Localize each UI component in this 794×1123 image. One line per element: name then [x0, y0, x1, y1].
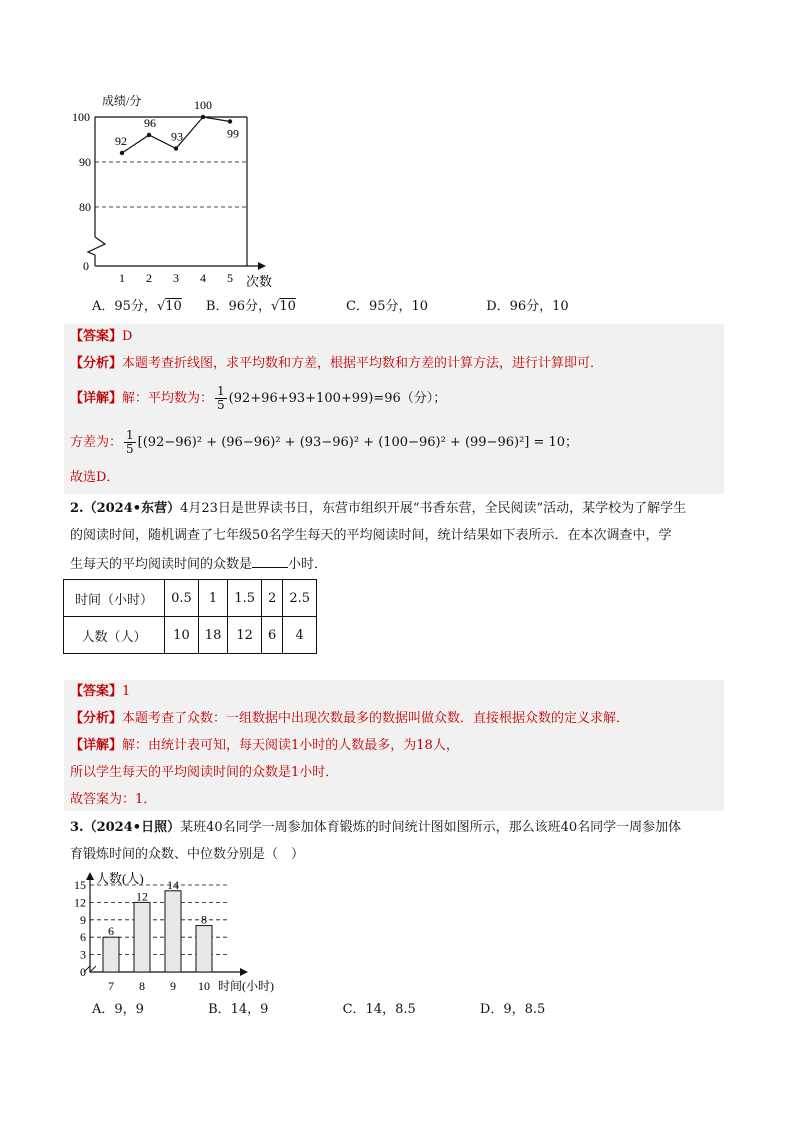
- q3-x-tick: 7: [108, 979, 114, 993]
- q1-analysis: 【分析】本题考查折线图，求平均数和方差，根据平均数和方差的计算方法，进行计算即可．: [70, 356, 604, 371]
- q1-option-a[interactable]: A．95分，√10: [92, 299, 182, 314]
- q1-detail: 【详解】解：平均数为： $\frac{1}{5}$ (92+96+93+100+99)=96（分）；: [70, 384, 447, 412]
- q3-data-label: 14: [167, 877, 179, 892]
- q1-y-tick: 0: [83, 259, 89, 273]
- q3-y-tick: 9: [80, 912, 86, 927]
- q1-x-tick: 1: [119, 271, 125, 285]
- q2-stem-line2: 的阅读时间，随机调查了七年级50名学生每天的平均阅读时间，统计结果如下表所示．在本次调查中，学: [70, 528, 672, 543]
- table-cell: 0.5: [165, 580, 199, 617]
- q3-option-a[interactable]: A．9，9: [92, 1002, 144, 1017]
- q1-data-point: [174, 146, 178, 150]
- table-cell: 12: [228, 617, 262, 654]
- q2-answer-blank[interactable]: [252, 553, 288, 568]
- q2-analysis: 【分析】本题考查了众数：一组数据中出现次数最多的数据叫做众数．直接根据众数的定义求解．: [70, 711, 630, 726]
- q1-option-c[interactable]: C．95分，10: [346, 299, 429, 314]
- q2-stem-line1: 2.（2024•东营）4月23日是世界读书日，东营市组织开展“书香东营，全民阅读”活动，某学校为了解学生: [70, 501, 687, 516]
- q2-detail-line2: 所以学生每天的平均阅读时间的众数是1小时．: [70, 765, 339, 780]
- q3-y-axis-arrow: [86, 872, 94, 880]
- q1-variance: 方差为： $\frac{1}{5}$ [(92−96)² + (96−96)² + (93−96)² + (100−96)² + (99−96)²] = 10；: [70, 428, 579, 456]
- q3-bar: [134, 902, 150, 972]
- q3-y-tick: 6: [80, 930, 86, 945]
- q3-y-tick: 3: [80, 947, 86, 962]
- table-cell: 2.5: [283, 580, 317, 617]
- q3-x-tick: 9: [170, 979, 176, 993]
- q1-x-tick: 3: [173, 271, 179, 285]
- q1-answer: 【答案】D: [70, 329, 133, 344]
- q1-options: [92, 297, 569, 317]
- q1-data-point: [201, 115, 205, 119]
- q1-line-chart: [70, 92, 290, 292]
- q1-axis-break: [88, 237, 105, 266]
- q1-data-label: 100: [194, 98, 212, 112]
- q3-bar-chart: [70, 866, 310, 996]
- q3-stem-line1: 3.（2024•日照）某班40名同学一周参加体育锻炼的时间统计图如图所示，那么该班40名同学一周参加体: [70, 820, 682, 835]
- q1-data-label: 99: [227, 126, 239, 141]
- q2-conclusion: 故答案为：1．: [70, 792, 157, 807]
- q1-y-axis-label: 成绩/分: [102, 94, 142, 108]
- q1-data-point: [147, 133, 151, 137]
- q1-data-label: 93: [171, 129, 183, 144]
- q3-stem-line2: 育锻炼时间的众数、中位数分别是（ ）: [70, 847, 305, 862]
- q1-option-d[interactable]: D．96分，10: [486, 299, 569, 314]
- q1-x-axis-arrow: [258, 262, 266, 270]
- q1-data-point: [228, 119, 232, 123]
- q3-bar: [165, 891, 181, 972]
- q1-x-tick: 5: [227, 271, 233, 285]
- q1-x-axis-label: 次数: [246, 274, 273, 289]
- q3-option-b[interactable]: B．14，9: [208, 1002, 269, 1017]
- table-cell: 1.5: [228, 580, 262, 617]
- q3-option-d[interactable]: D．9，8.5: [479, 1002, 546, 1017]
- table-cell: 18: [198, 617, 228, 654]
- q3-bar: [103, 937, 119, 972]
- table-cell: 10: [165, 617, 199, 654]
- q1-data-label: 96: [144, 116, 156, 130]
- q1-y-tick: 100: [72, 110, 90, 124]
- q3-bar: [196, 926, 212, 972]
- table-row: [64, 617, 317, 654]
- q3-x-axis-label: 时间(小时): [218, 979, 274, 993]
- table-header-cell: 人数（人）: [64, 617, 165, 654]
- table-cell: 2: [262, 580, 283, 617]
- table-cell: 6: [262, 617, 283, 654]
- table-row: [64, 580, 317, 617]
- q2-detail: 【详解】解：由统计表可知，每天阅读1小时的人数最多，为18人，: [70, 738, 459, 753]
- q3-data-label: 12: [136, 889, 148, 904]
- q3-x-tick: 8: [139, 979, 145, 993]
- q1-x-tick: 2: [146, 271, 152, 285]
- q3-x-axis-arrow: [240, 968, 248, 976]
- table-header-cell: 时间（小时）: [64, 580, 165, 617]
- q1-option-b[interactable]: B．96分，√10: [205, 299, 296, 314]
- q3-data-label: 8: [201, 912, 207, 927]
- q3-option-c[interactable]: C．14，8.5: [342, 1002, 416, 1017]
- q1-data-label: 92: [115, 134, 127, 148]
- q1-conclusion: 故选D．: [70, 470, 120, 485]
- q3-y-tick: 0: [80, 965, 86, 979]
- q1-y-tick: 80: [79, 200, 91, 214]
- table-cell: 1: [198, 580, 228, 617]
- q1-data-point: [120, 151, 124, 155]
- q3-y-tick: 15: [74, 878, 86, 892]
- q3-options: [92, 1000, 545, 1020]
- q2-stem-line3: 生每天的平均阅读时间的众数是 小时．: [70, 553, 327, 575]
- q2-answer: 【答案】1: [70, 684, 131, 699]
- q3-x-tick: 10: [198, 979, 210, 993]
- q1-y-tick: 90: [79, 155, 91, 169]
- q3-y-axis-label: 人数(人): [96, 871, 144, 886]
- q3-y-tick: 12: [74, 895, 86, 910]
- q2-data-table: [63, 579, 317, 654]
- q1-x-tick: 4: [200, 271, 206, 285]
- q3-data-label: 6: [108, 924, 114, 939]
- table-cell: 4: [283, 617, 317, 654]
